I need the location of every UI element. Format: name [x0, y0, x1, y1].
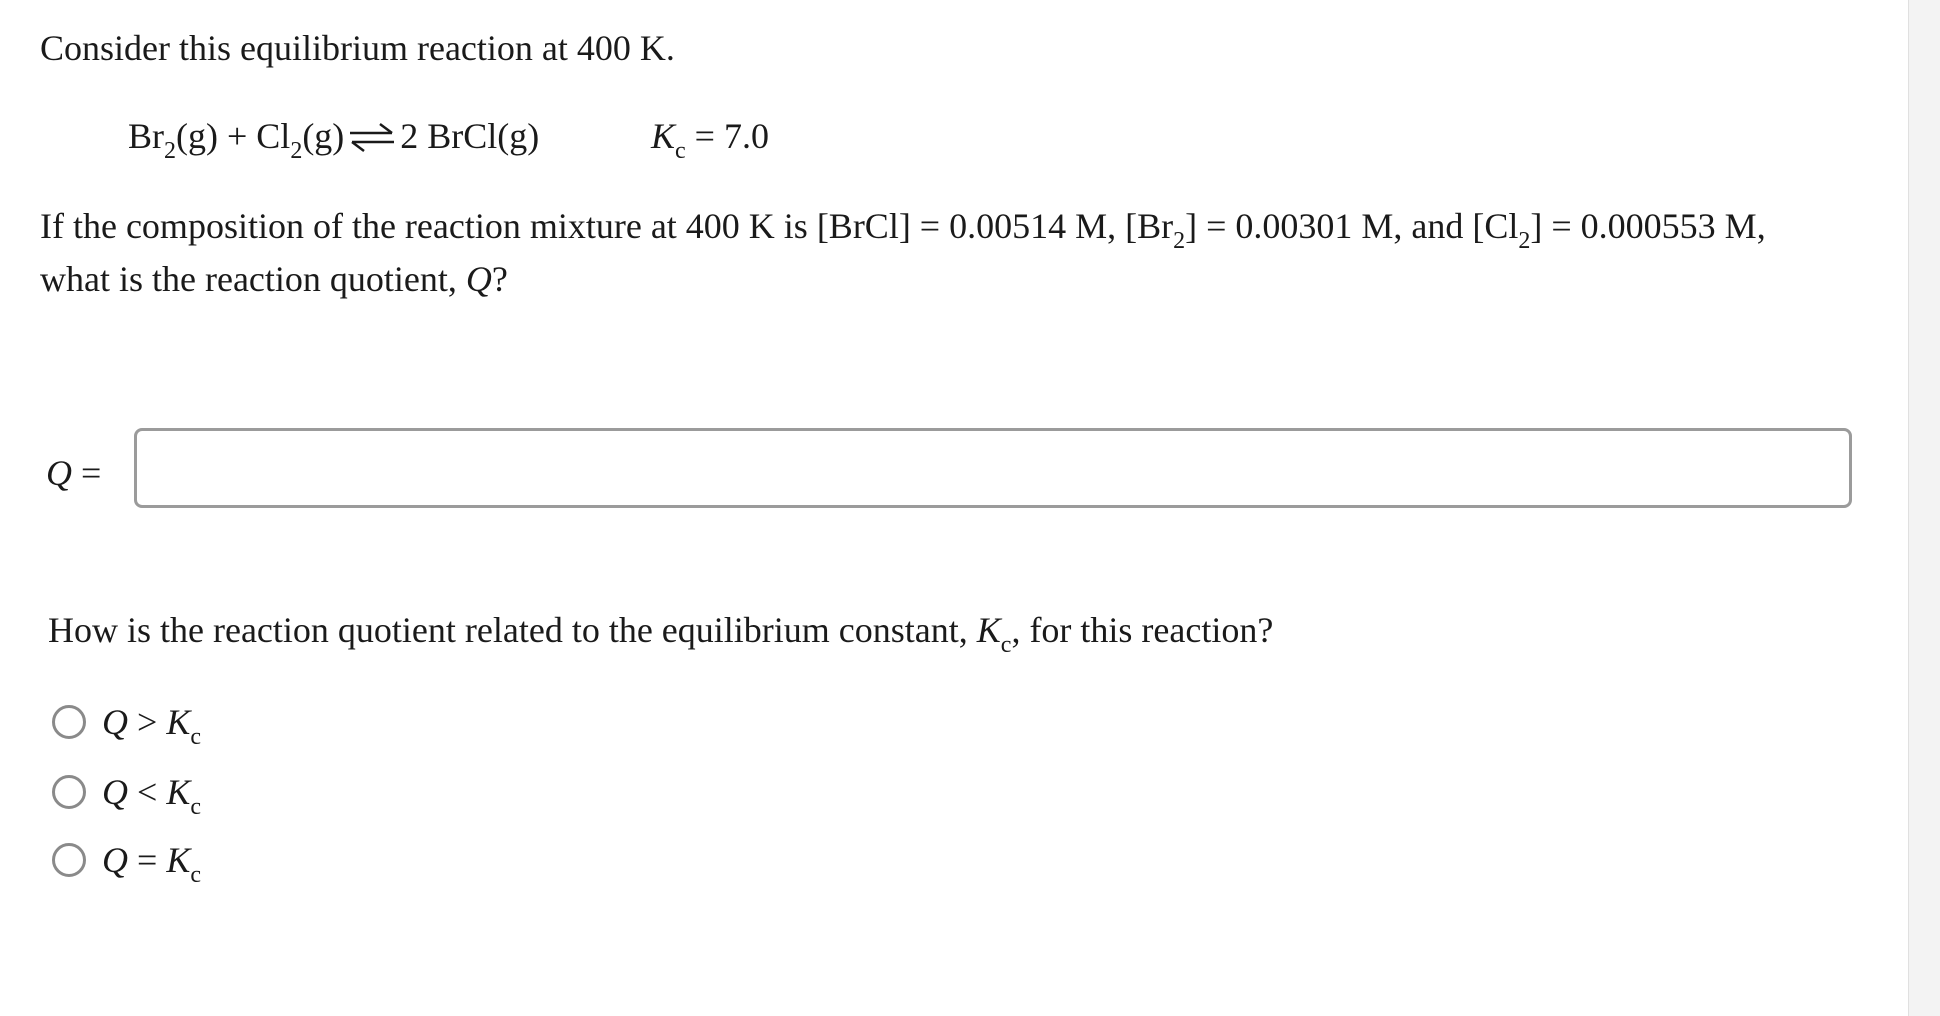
q-answer-input[interactable] — [134, 428, 1852, 508]
kc-value: = 7.0 — [685, 116, 769, 156]
plus-sign: + — [217, 116, 257, 156]
intro-text: Consider this equilibrium reaction at 400 K. — [40, 28, 675, 68]
question-part-b: ] = 0.00301 M, and [Cl — [1185, 206, 1519, 246]
option-k: K — [166, 840, 191, 880]
option-label — [102, 839, 201, 888]
answer-label — [46, 455, 101, 491]
reactant-1-state: (g) — [176, 116, 218, 156]
option-q-equals-kc[interactable] — [52, 836, 201, 888]
kc-symbol: K — [651, 116, 676, 156]
option-operator: < — [128, 772, 167, 812]
q-symbol: Q — [465, 259, 492, 299]
equilibrium-arrow-icon — [348, 122, 396, 152]
option-q: Q — [102, 772, 128, 812]
option-k-subscript: c — [190, 724, 201, 750]
question-part-d: what is the reaction quotient, — [40, 259, 466, 299]
kc-expression — [651, 116, 769, 164]
option-k-subscript: c — [190, 794, 201, 820]
reactant-2-state: (g) — [302, 116, 345, 156]
radio-button[interactable] — [52, 843, 86, 877]
question-text-line-2 — [40, 261, 508, 297]
relation-k-symbol: K — [976, 610, 1001, 650]
answer-label-equals: = — [72, 453, 102, 493]
reactant-1-subscript: 2 — [164, 138, 176, 164]
reactant-2-subscript: 2 — [290, 138, 303, 164]
br2-subscript: 2 — [1173, 228, 1186, 254]
relation-text-a: How is the reaction quotient related to the equilibrium constant, — [48, 610, 977, 650]
relation-text-b: , for this reaction? — [1011, 610, 1274, 650]
answer-label-q: Q — [46, 453, 72, 493]
option-operator: = — [128, 840, 167, 880]
question-part-c: ] = 0.000553 M, — [1530, 206, 1766, 246]
option-operator: > — [128, 702, 167, 742]
relation-k-subscript: c — [1000, 632, 1012, 658]
option-q-greater-than-kc[interactable] — [52, 698, 201, 750]
option-q-less-than-kc[interactable] — [52, 768, 201, 820]
reactant-2-symbol: Cl — [256, 116, 291, 156]
question-text-line-1 — [40, 206, 1766, 254]
option-k-subscript: c — [190, 862, 201, 888]
reactant-1-symbol: Br — [128, 116, 164, 156]
cl2-subscript: 2 — [1518, 228, 1531, 254]
option-label — [102, 701, 201, 750]
option-label — [102, 771, 201, 820]
option-q: Q — [102, 840, 128, 880]
option-q: Q — [102, 702, 128, 742]
question-mark: ? — [491, 259, 508, 299]
reaction-equation — [128, 116, 540, 164]
radio-button[interactable] — [52, 775, 86, 809]
product: 2 BrCl(g) — [400, 116, 540, 156]
question-part-a: If the composition of the reaction mixture at 400 K is [BrCl] = 0.00514 M, [Br — [40, 206, 1174, 246]
option-k: K — [166, 772, 191, 812]
option-k: K — [166, 702, 191, 742]
radio-button[interactable] — [52, 705, 86, 739]
kc-subscript: c — [675, 138, 686, 164]
relation-question-text — [48, 610, 1274, 658]
